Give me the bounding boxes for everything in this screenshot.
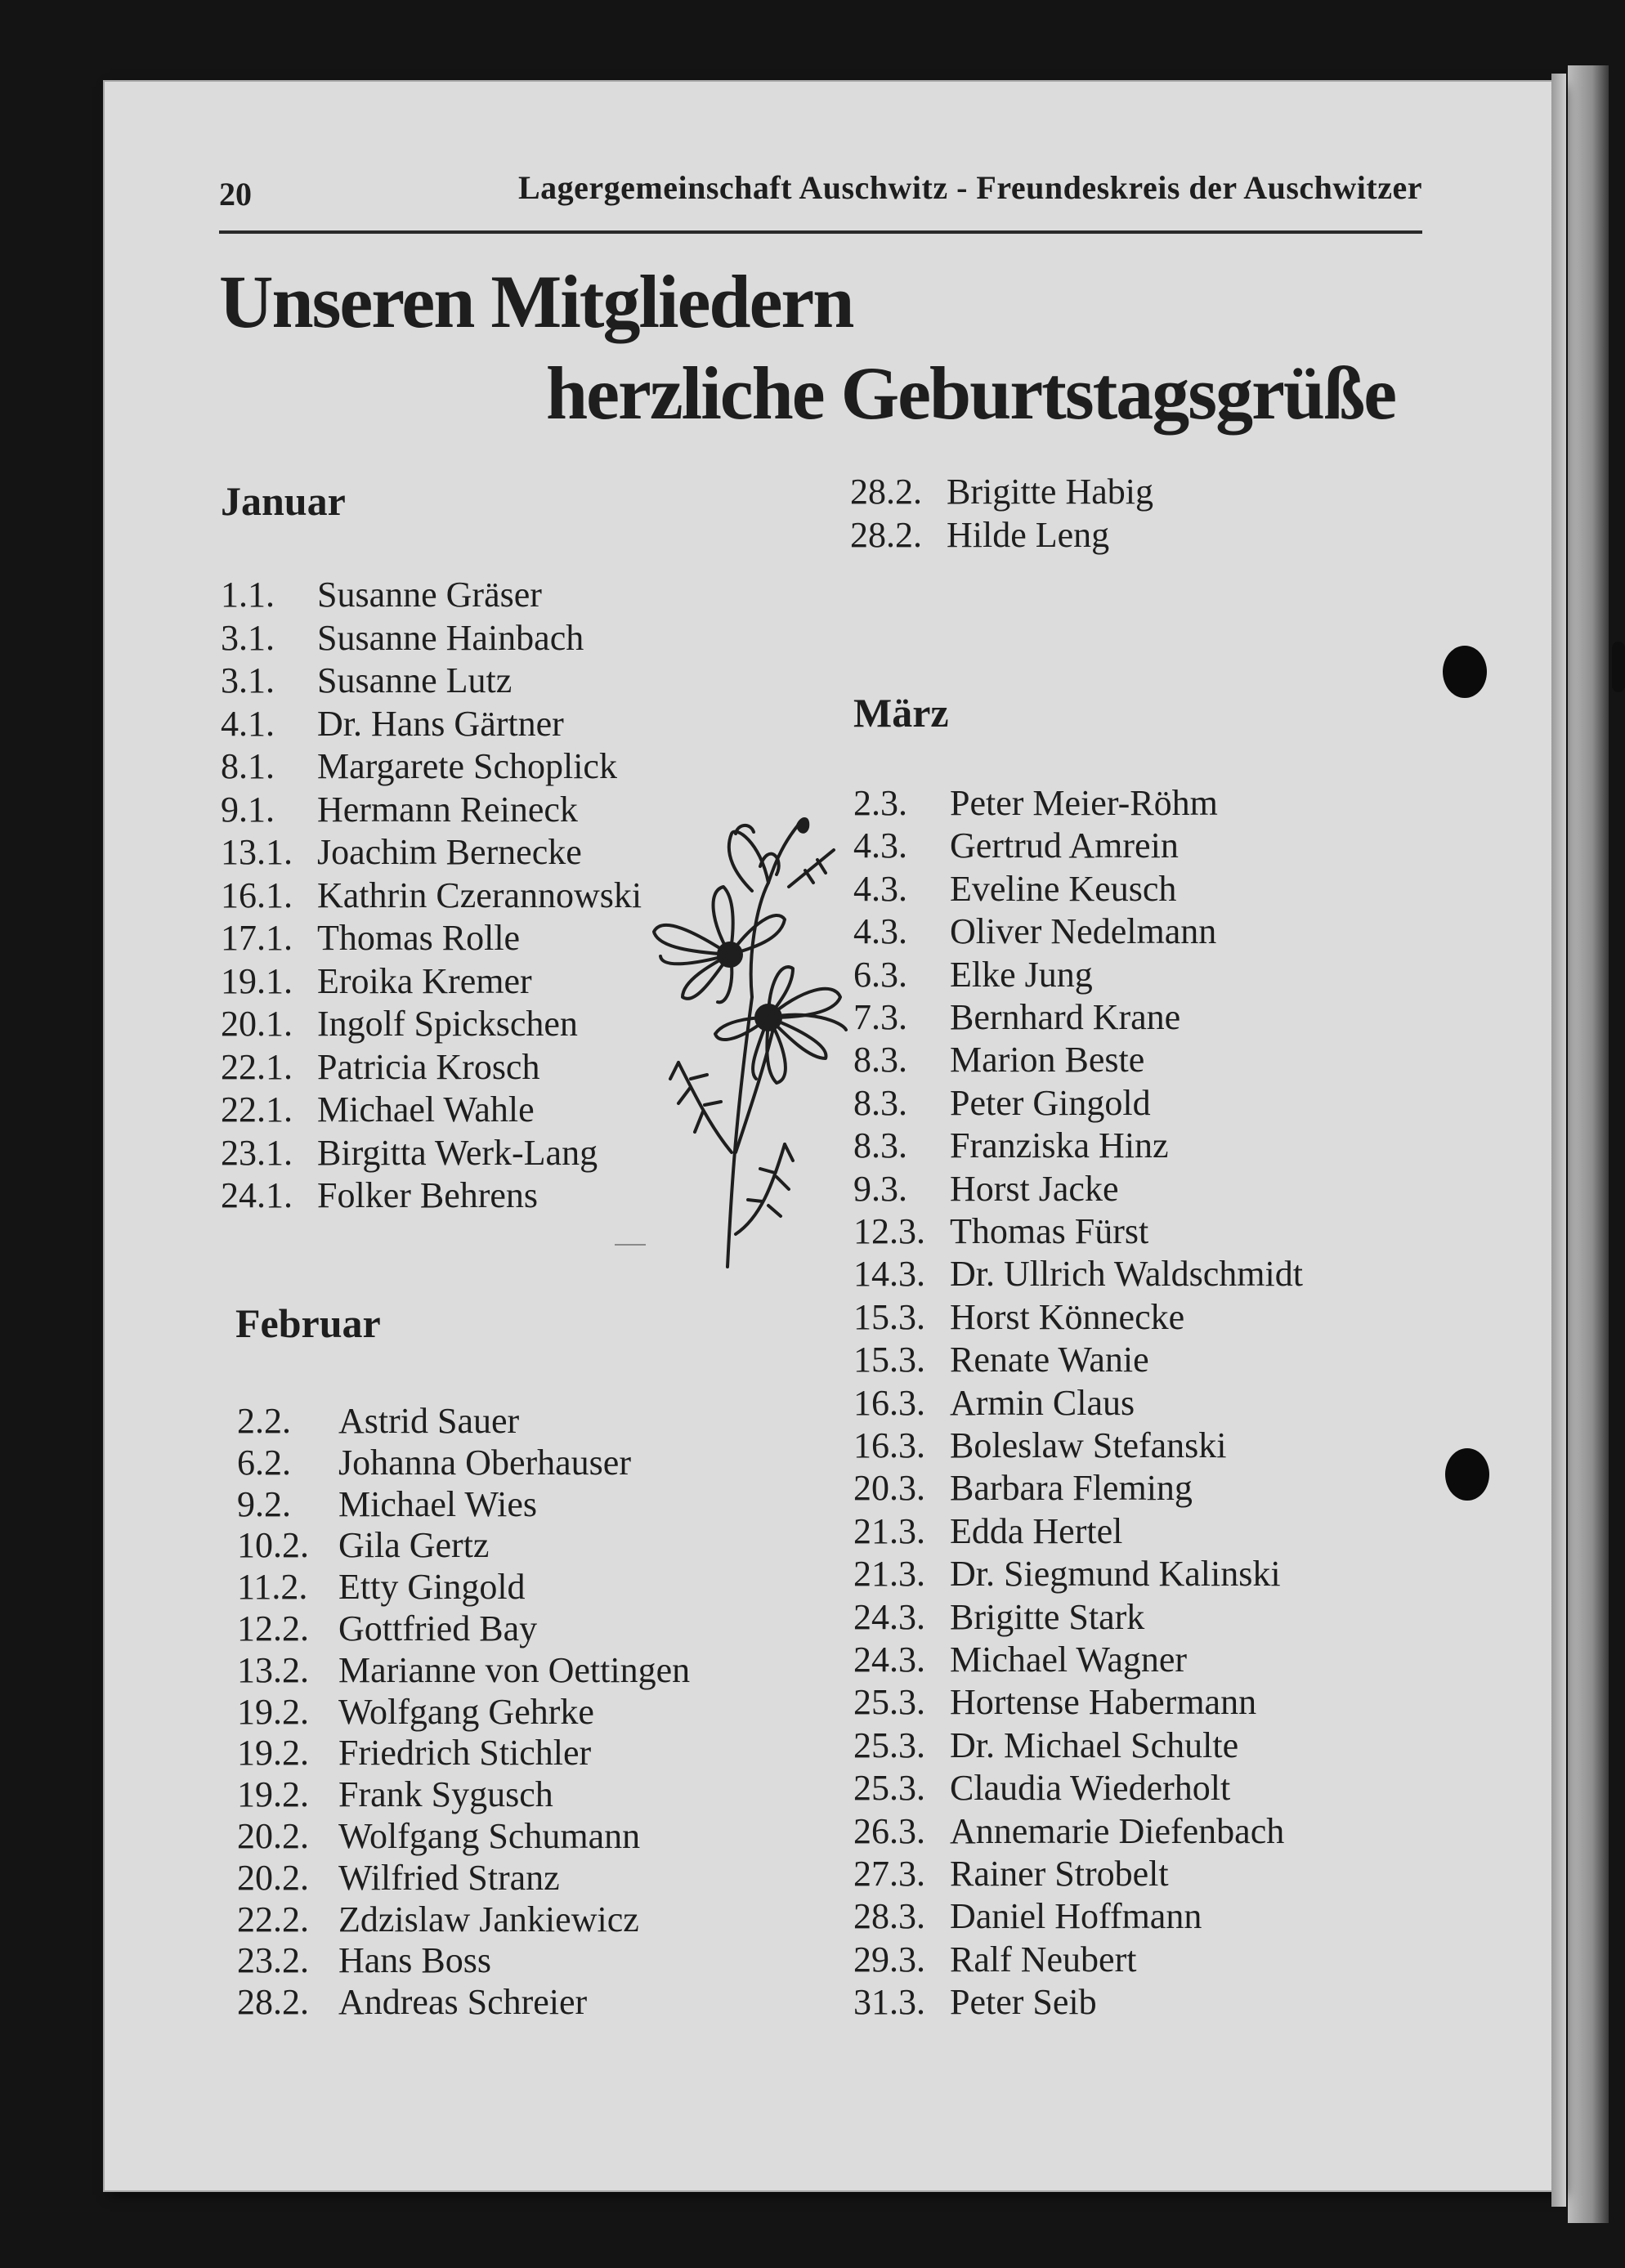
list-item xyxy=(237,1815,641,1858)
list-item xyxy=(237,1939,492,1982)
list-item xyxy=(237,1442,631,1484)
birthday-date: 9.1. xyxy=(221,790,275,830)
list-item xyxy=(853,1253,1303,1295)
list-item xyxy=(853,1553,1281,1595)
list-item xyxy=(853,1853,1169,1895)
page-header xyxy=(219,163,1422,234)
member-name: Hilde Leng xyxy=(947,515,1110,555)
list-item xyxy=(853,1467,1193,1510)
page-fold xyxy=(1551,74,1566,2207)
member-name: Gottfried Bay xyxy=(338,1608,538,1648)
member-name: Patricia Krosch xyxy=(317,1047,540,1087)
birthday-date: 8.3. xyxy=(853,1125,907,1165)
birthday-date: 10.2. xyxy=(237,1525,309,1565)
birthday-date: 9.2. xyxy=(237,1484,291,1524)
member-name: Brigitte Habig xyxy=(947,472,1153,512)
list-item xyxy=(221,617,584,660)
list-item xyxy=(853,1125,1169,1167)
birthday-date: 16.3. xyxy=(853,1383,925,1423)
member-name: Peter Gingold xyxy=(950,1083,1151,1123)
member-name: Dr. Siegmund Kalinski xyxy=(950,1554,1281,1594)
list-item xyxy=(221,660,513,702)
member-name: Joachim Bernecke xyxy=(317,832,582,872)
member-name: Bernhard Krane xyxy=(950,997,1181,1037)
birthday-date: 6.3. xyxy=(853,955,907,995)
birthday-date: 8.1. xyxy=(221,746,275,786)
member-name: Thomas Fürst xyxy=(950,1211,1149,1251)
birthday-date: 19.2. xyxy=(237,1692,309,1732)
list-item xyxy=(853,1939,1137,1981)
list-item xyxy=(853,868,1177,910)
member-name: Margarete Schoplick xyxy=(317,746,617,786)
birthday-date: 9.3. xyxy=(853,1169,907,1209)
birthday-date: 11.2. xyxy=(237,1567,308,1607)
member-name: Susanne Gräser xyxy=(317,575,542,615)
birthday-date: 12.2. xyxy=(237,1608,309,1648)
birthday-date: 22.2. xyxy=(237,1899,309,1939)
birthday-date: 2.2. xyxy=(237,1401,291,1441)
birthday-date: 20.2. xyxy=(237,1858,309,1898)
list-item xyxy=(221,745,617,788)
list-item xyxy=(853,1168,1119,1210)
member-name: Rainer Strobelt xyxy=(950,1854,1169,1894)
member-name: Kathrin Czerannowski xyxy=(317,875,642,915)
member-name: Birgitta Werk-Lang xyxy=(317,1133,598,1173)
birthday-date: 31.3. xyxy=(853,1982,925,2022)
list-item xyxy=(221,917,521,960)
birthday-date: 21.3. xyxy=(853,1554,925,1594)
birthday-date: 15.3. xyxy=(853,1297,925,1337)
birthday-date: 28.2. xyxy=(850,472,922,512)
birthday-date: 20.2. xyxy=(237,1816,309,1856)
birthday-date: 15.3. xyxy=(853,1340,925,1380)
member-name: Elke Jung xyxy=(950,955,1093,995)
birthday-date: 20.1. xyxy=(221,1004,293,1044)
list-item xyxy=(221,1046,540,1089)
punch-hole-top xyxy=(1443,646,1487,698)
list-item xyxy=(853,910,1217,953)
birthday-date: 6.2. xyxy=(237,1443,291,1483)
list-item xyxy=(853,1382,1135,1425)
member-name: Etty Gingold xyxy=(338,1567,526,1607)
member-name: Peter Seib xyxy=(950,1982,1097,2022)
list-item xyxy=(853,1296,1185,1339)
member-name: Claudia Wiederholt xyxy=(950,1768,1231,1808)
birthday-date: 8.3. xyxy=(853,1040,907,1080)
list-item xyxy=(221,1174,539,1217)
birthday-date: 20.3. xyxy=(853,1468,925,1508)
member-name: Ralf Neubert xyxy=(950,1939,1137,1979)
member-name: Wolfgang Gehrke xyxy=(338,1692,594,1732)
list-item xyxy=(237,1899,639,1941)
member-name: Frank Sygusch xyxy=(338,1774,553,1814)
list-item xyxy=(237,1691,594,1733)
birthday-date: 21.3. xyxy=(853,1511,925,1551)
list-item xyxy=(221,831,582,874)
member-name: Astrid Sauer xyxy=(338,1401,520,1441)
punch-hole-bottom xyxy=(1445,1448,1489,1501)
list-item xyxy=(237,1732,592,1774)
birthday-date: 3.1. xyxy=(221,618,275,658)
member-name: Folker Behrens xyxy=(317,1175,539,1215)
running-head: Lagergemeinschaft Auschwitz - Freundeskreis der Auschwitzer xyxy=(517,169,1422,206)
member-name: Renate Wanie xyxy=(950,1340,1149,1380)
birthday-date: 28.2. xyxy=(850,515,922,555)
birthday-date: 28.3. xyxy=(853,1896,925,1936)
next-page-punch-hole xyxy=(1612,642,1625,692)
member-name: Daniel Hoffmann xyxy=(950,1896,1202,1936)
list-item xyxy=(221,960,532,1003)
birthday-date: 23.1. xyxy=(221,1133,293,1173)
member-name: Friedrich Stichler xyxy=(338,1733,592,1773)
member-name: Horst Jacke xyxy=(950,1169,1119,1209)
list-item xyxy=(221,574,542,616)
birthday-date: 19.2. xyxy=(237,1774,309,1814)
birthday-date: 24.3. xyxy=(853,1639,925,1680)
member-name: Michael Wahle xyxy=(317,1089,535,1130)
birthday-date: 13.2. xyxy=(237,1650,309,1690)
member-name: Wilfried Stranz xyxy=(338,1858,560,1898)
member-name: Michael Wagner xyxy=(950,1639,1188,1680)
list-item xyxy=(853,1681,1257,1724)
birthday-date: 13.1. xyxy=(221,832,293,872)
list-item xyxy=(221,1132,598,1174)
birthday-date: 4.3. xyxy=(853,911,907,951)
member-name: Michael Wies xyxy=(338,1484,538,1524)
member-name: Eroika Kremer xyxy=(317,961,532,1001)
list-item xyxy=(853,1039,1145,1081)
member-name: Hortense Habermann xyxy=(950,1682,1257,1722)
member-name: Barbara Fleming xyxy=(950,1468,1193,1508)
member-name: Johanna Oberhauser xyxy=(338,1443,631,1483)
next-page-edge xyxy=(1568,65,1609,2223)
birthday-date: 28.2. xyxy=(237,1982,309,2022)
member-name: Annemarie Diefenbach xyxy=(950,1811,1285,1851)
month-heading-maerz: März xyxy=(853,690,949,736)
month-heading-februar: Februar xyxy=(235,1300,381,1346)
birthday-date: 4.3. xyxy=(853,825,907,866)
page-title-line-1: Unseren Mitgliedern xyxy=(219,260,853,343)
member-name: Marianne von Oettingen xyxy=(338,1650,691,1690)
birthday-date: 22.1. xyxy=(221,1047,293,1087)
list-item xyxy=(237,1649,691,1692)
birthday-date: 3.1. xyxy=(221,660,275,700)
member-name: Gila Gertz xyxy=(338,1525,490,1565)
member-name: Peter Meier-Röhm xyxy=(950,783,1218,823)
list-item xyxy=(237,1483,538,1526)
birthday-date: 4.1. xyxy=(221,704,275,744)
birthday-date: 2.3. xyxy=(853,783,907,823)
member-name: Eveline Keusch xyxy=(950,869,1177,909)
birthday-date: 24.1. xyxy=(221,1175,293,1215)
list-item xyxy=(853,996,1181,1039)
member-name: Gertrud Amrein xyxy=(950,825,1179,866)
list-item xyxy=(850,514,1110,557)
list-item xyxy=(853,1425,1227,1467)
list-item xyxy=(221,1089,535,1131)
member-name: Dr. Ullrich Waldschmidt xyxy=(950,1254,1303,1294)
member-name: Dr. Hans Gärtner xyxy=(317,704,564,744)
list-item xyxy=(221,1003,578,1045)
member-name: Zdzislaw Jankiewicz xyxy=(338,1899,639,1939)
flower-illustration xyxy=(646,809,858,1283)
list-item xyxy=(237,1400,520,1443)
birthday-date: 24.3. xyxy=(853,1597,925,1637)
member-name: Marion Beste xyxy=(950,1040,1145,1080)
list-item xyxy=(853,1724,1239,1767)
member-name: Brigitte Stark xyxy=(950,1597,1145,1637)
birthday-date: 25.3. xyxy=(853,1768,925,1808)
birthday-date: 26.3. xyxy=(853,1811,925,1851)
member-name: Edda Hertel xyxy=(950,1511,1123,1551)
member-name: Horst Könnecke xyxy=(950,1297,1185,1337)
list-item xyxy=(237,1608,538,1650)
birthday-date: 19.2. xyxy=(237,1733,309,1773)
list-item xyxy=(221,703,564,745)
member-name: Thomas Rolle xyxy=(317,918,521,958)
list-item xyxy=(853,1339,1149,1381)
list-item xyxy=(221,789,578,831)
member-name: Andreas Schreier xyxy=(338,1982,588,2022)
member-name: Hans Boss xyxy=(338,1940,492,1980)
list-item xyxy=(853,1895,1202,1938)
birthday-date: 22.1. xyxy=(221,1089,293,1130)
birthday-date: 7.3. xyxy=(853,997,907,1037)
list-item xyxy=(237,1524,490,1567)
birthday-date: 14.3. xyxy=(853,1254,925,1294)
birthday-date: 25.3. xyxy=(853,1725,925,1765)
member-name: Wolfgang Schumann xyxy=(338,1816,641,1856)
member-name: Ingolf Spickschen xyxy=(317,1004,578,1044)
list-item xyxy=(850,471,1153,513)
member-name: Armin Claus xyxy=(950,1383,1135,1423)
member-name: Franziska Hinz xyxy=(950,1125,1169,1165)
list-item xyxy=(853,782,1218,825)
list-item xyxy=(237,1857,560,1899)
page-number: 20 xyxy=(219,176,252,212)
list-item xyxy=(237,1981,588,2024)
list-item xyxy=(853,825,1179,867)
list-item xyxy=(853,954,1093,996)
list-item xyxy=(853,1767,1231,1809)
list-item xyxy=(853,1639,1188,1681)
birthday-date: 27.3. xyxy=(853,1854,925,1894)
member-name: Hermann Reineck xyxy=(317,790,578,830)
birthday-date: 25.3. xyxy=(853,1682,925,1722)
birthday-date: 17.1. xyxy=(221,918,293,958)
birthday-date: 19.1. xyxy=(221,961,293,1001)
birthday-date: 29.3. xyxy=(853,1939,925,1979)
page-title-line-2: herzliche Geburtstagsgrüße xyxy=(546,351,1396,435)
birthday-date: 1.1. xyxy=(221,575,275,615)
list-item xyxy=(853,1510,1123,1553)
list-item xyxy=(853,1810,1285,1853)
member-name: Susanne Lutz xyxy=(317,660,513,700)
birthday-date: 16.1. xyxy=(221,875,293,915)
list-item xyxy=(853,1082,1151,1125)
member-name: Dr. Michael Schulte xyxy=(950,1725,1239,1765)
member-name: Susanne Hainbach xyxy=(317,618,584,658)
list-item xyxy=(853,1596,1145,1639)
member-name: Oliver Nedelmann xyxy=(950,911,1217,951)
birthday-date: 12.3. xyxy=(853,1211,925,1251)
birthday-date: 8.3. xyxy=(853,1083,907,1123)
list-item xyxy=(237,1566,526,1608)
birthday-date: 4.3. xyxy=(853,869,907,909)
month-heading-januar: Januar xyxy=(221,478,346,524)
list-item xyxy=(237,1774,553,1816)
list-item xyxy=(853,1981,1097,2024)
list-item xyxy=(853,1210,1149,1253)
list-item xyxy=(221,875,642,917)
birthday-date: 23.2. xyxy=(237,1940,309,1980)
birthday-date: 16.3. xyxy=(853,1425,925,1465)
rule-mark xyxy=(615,1244,646,1246)
member-name: Boleslaw Stefanski xyxy=(950,1425,1227,1465)
